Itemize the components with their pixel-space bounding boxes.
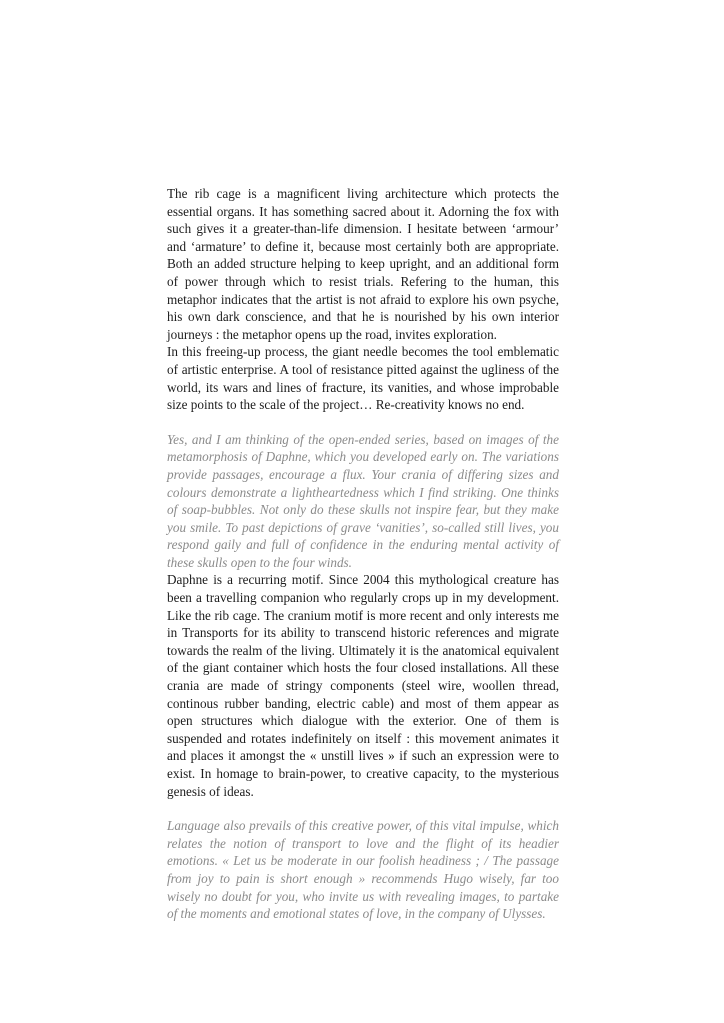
answer-paragraph-giant-needle: In this freeing-up process, the giant needle becomes the tool emblematic of artistic enterprise. A tool of resistance pitted against the ugliness of the world, its wars and lines of fracture, its vanities, and whose improbable size points to the scale of the project… Re-creativity knows no end.: [167, 344, 559, 413]
paragraph-spacer: [167, 414, 559, 431]
answer-paragraph-daphne: Daphne is a recurring motif. Since 2004 this mythological creature has been a travelling companion who regularly crops up in my development. Like the rib cage. The cranium motif is more recent and only interests me in Transports for its ability to transcend historic references and migrate towards the realm of the living. Ultimately it is the anatomical equivalent of the giant container which hosts the four closed installations. All these crania are made of stringy components (steel wire, woollen thread, continous rubber banding, electric cable) and most of them appear as open structures which dialogue with the exterior. One of them is suspended and rotates indefinitely on itself : this movement animates it and places it amongst the « unstill lives » if such an expression were to exist. In homage to brain-power, to creative capacity, to the mysterious genesis of ideas.: [167, 572, 559, 799]
answer-paragraph-rib-cage: The rib cage is a magnificent living architecture which protects the essential organs. It has something sacred about it. Adorning the fox with such gives it a greater-than-life dimension. I hesitate between ‘armour’ and ‘armature’ to define it, because most certainly both are appropriate. Both an added structure helping to keep upright, and an additional form of power through which to resist trials. Refering to the human, this metaphor indicates that the artist is not afraid to explore his own psyche, his own dark conscience, and that he is nourished by his own interior journeys : the metaphor opens up the road, invites exploration.: [167, 186, 559, 342]
question-paragraph-language: Language also prevails of this creative power, of this vital impulse, which relates the notion of transport to love and the flight of its headier emotions. « Let us be moderate in our foolish headiness ; / The passage from joy to pain is short enough » recommends Hugo wisely, far too wisely no doubt for you, who invite us with revealing images, to partake of the moments and emotional states of love, in the company of Ulysses.: [167, 818, 559, 922]
paragraph-spacer: [167, 800, 559, 817]
question-paragraph-daphne: Yes, and I am thinking of the open-ended series, based on images of the metamorphosis of Daphne, which you developed early on. The variations provide passages, encourage a flux. Your crania of differing sizes and colours demonstrate a lightheartedness which I find striking. One thinks of soap-bubbles. Not only do these skulls not inspire fear, but they make you smile. To past depictions of grave ‘vanities’, so-called still lives, you respond gaily and full of confidence in the enduring mental activity of these skulls open to the four winds.: [167, 431, 559, 570]
text-column: [167, 185, 559, 923]
